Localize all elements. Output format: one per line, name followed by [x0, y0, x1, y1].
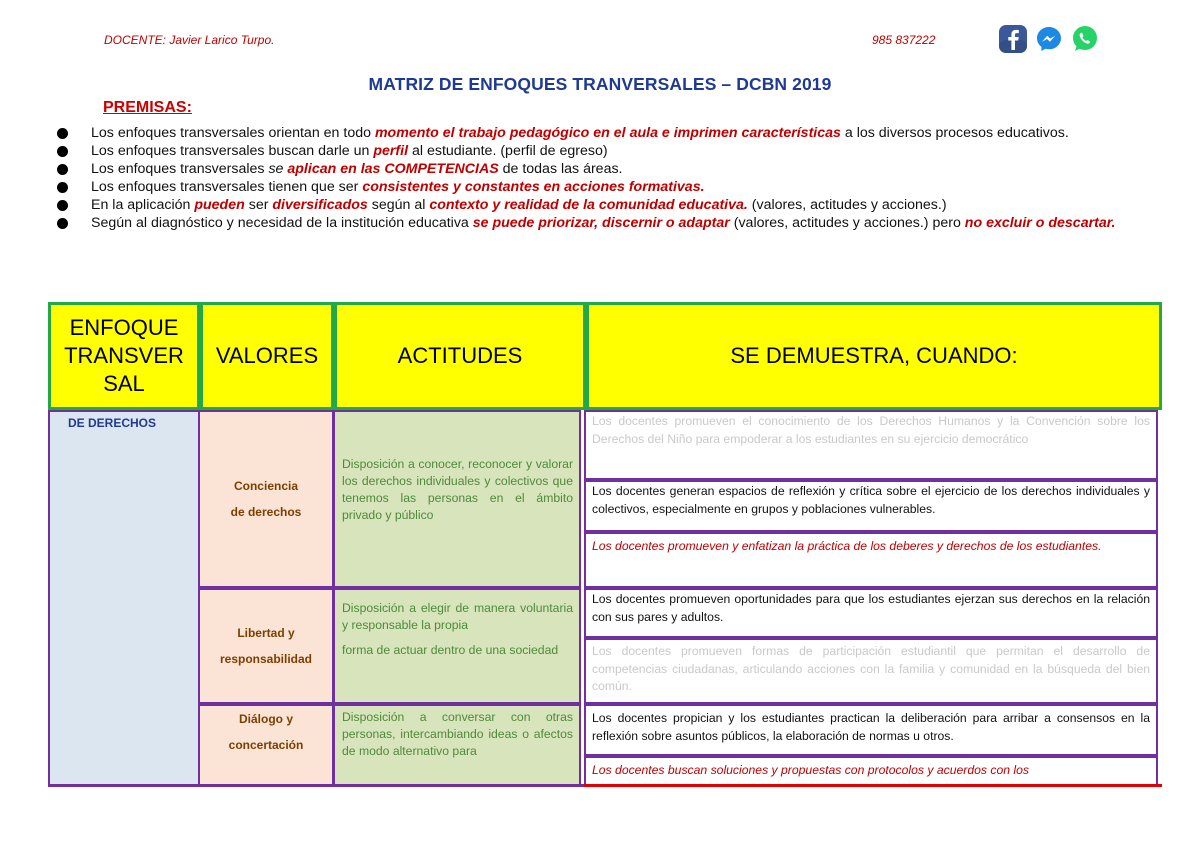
bullet-icon — [57, 200, 68, 211]
table-body — [48, 410, 1162, 786]
page-title: MATRIZ DE ENFOQUES TRANVERSALES – DCBN 2019 — [368, 74, 832, 94]
premisas-heading: PREMISAS: — [103, 99, 192, 116]
valor-cell — [198, 704, 334, 786]
premisa-text: (valores, actitudes y acciones.) — [747, 197, 947, 213]
valor-line: Diálogo y — [238, 712, 293, 726]
header-valores: VALORES — [200, 302, 334, 410]
premisa-text: Los enfoques transversales tienen que ser — [91, 179, 363, 195]
valor-cell — [198, 410, 334, 588]
actitud-cell — [333, 588, 581, 704]
premisa-item — [56, 196, 1156, 214]
premisa-highlight: momento el trabajo pedagógico en el aula e imprimen características — [374, 125, 841, 141]
teacher-name: DOCENTE: Javier Larico Turpo. — [104, 33, 275, 47]
social-icons — [998, 24, 1100, 54]
enfoque-cell — [48, 410, 200, 786]
bullet-icon — [57, 146, 68, 157]
premisa-highlight: se puede priorizar, discernir o adaptar — [472, 215, 730, 231]
premisa-text: al estudiante. (perfil de egreso) — [408, 143, 608, 159]
header-demuestra: SE DEMUESTRA, CUANDO: — [586, 302, 1162, 410]
actitud-cell — [333, 704, 581, 786]
premisa-highlight: perfil — [373, 143, 409, 159]
demuestra-cell: Los docentes propician y los estudiantes practican la deliberación para arribar a consensos en la reflexión sobre asuntos públicos, la elaboración de normas u otros. — [584, 704, 1158, 756]
demuestra-cell: Los docentes buscan soluciones y propuestas con protocolos y acuerdos con los — [584, 756, 1158, 786]
valor-cell — [198, 588, 334, 704]
facebook-icon[interactable] — [998, 24, 1028, 54]
premisa-item — [56, 142, 1156, 160]
demuestra-cell: Los docentes promueven formas de participación estudiantil que permitan el desarrollo de competencias ciudadanas, articulando acciones con la familia y comunidad en la búsqueda del bien común. — [584, 638, 1158, 704]
premisa-highlight: consistentes y constantes en acciones formativas. — [362, 179, 705, 195]
demuestra-cell: Los docentes generan espacios de reflexión y crítica sobre el ejercicio de los derechos individuales y colectivos, especialmente en grupos y poblaciones vulnerables. — [584, 480, 1158, 532]
actitud-text: Disposición a elegir de manera voluntaria y responsable la propia — [342, 601, 573, 632]
phone-number: 985 837222 — [872, 33, 936, 47]
premisa-item — [56, 178, 1156, 196]
table-bottom-border — [48, 784, 584, 787]
premisa-highlight: aplican en las COMPETENCIAS — [283, 161, 499, 177]
bullet-icon — [57, 182, 68, 193]
premisa-highlight: no excluir o descartar. — [964, 215, 1116, 231]
table-bottom-red-border — [584, 784, 1162, 787]
premisa-text: de todas las áreas. — [498, 161, 623, 177]
bullet-icon — [57, 218, 68, 229]
premisa-text: Los enfoques transversales — [91, 161, 269, 177]
actitud-cell: Disposición a conocer, reconocer y valorar los derechos individuales y colectivos que tenemos las personas en el ámbito privado y público — [333, 410, 581, 588]
demuestra-cell: Los docentes promueven y enfatizan la práctica de los deberes y derechos de los estudiantes. — [584, 532, 1158, 588]
premisa-text: se — [268, 161, 284, 177]
header-enfoque: ENFOQUE TRANSVER SAL — [48, 302, 200, 410]
premisa-text: En la aplicación — [91, 197, 195, 213]
premisa-text: Los enfoques transversales buscan darle un — [91, 143, 374, 159]
valor-line: de derechos — [230, 505, 302, 519]
header-actitudes: ACTITUDES — [334, 302, 586, 410]
premisa-text: ser — [244, 197, 273, 213]
whatsapp-icon[interactable] — [1070, 24, 1100, 54]
premisa-text: según al — [367, 197, 430, 213]
premisa-text: Los enfoques transversales orientan en todo — [91, 125, 375, 141]
premisas-list — [56, 124, 1156, 232]
premisa-text: Según al diagnóstico y necesidad de la institución educativa — [91, 215, 473, 231]
actitud-text: forma de actuar dentro de una sociedad — [342, 643, 559, 657]
premisa-highlight: contexto y realidad de la comunidad educativa. — [429, 197, 748, 213]
valor-line: concertación — [228, 738, 304, 752]
valor-line: Conciencia — [233, 479, 299, 493]
demuestra-cell: Los docentes promueven oportunidades para que los estudiantes ejerzan sus derechos en la relación con sus pares y adultos. — [584, 588, 1158, 638]
premisa-item — [56, 214, 1156, 232]
premisa-highlight: diversificados — [272, 197, 368, 213]
valor-line: Libertad y — [237, 626, 295, 640]
bullet-icon — [57, 128, 68, 139]
table-header-row — [48, 302, 1162, 410]
premisa-text: a los diversos procesos educativos. — [840, 125, 1069, 141]
premisa-text: (valores, actitudes y acciones.) pero — [729, 215, 965, 231]
valor-line: responsabilidad — [219, 652, 313, 666]
demuestra-cell: Los docentes promueven el conocimiento de los Derechos Humanos y la Convención sobre los Derechos del Niño para empoderar a los estudiantes en su ejercicio democrático — [584, 410, 1158, 480]
enfoque-label: DE DERECHOS — [68, 416, 157, 430]
premisa-item — [56, 160, 1156, 178]
bullet-icon — [57, 164, 68, 175]
premisa-highlight: pueden — [194, 197, 245, 213]
premisa-item — [56, 124, 1156, 142]
messenger-icon[interactable] — [1034, 24, 1064, 54]
actitud-text: Disposición a conversar con otras personas, intercambiando ideas o afectos de modo alternativo para — [342, 710, 573, 758]
